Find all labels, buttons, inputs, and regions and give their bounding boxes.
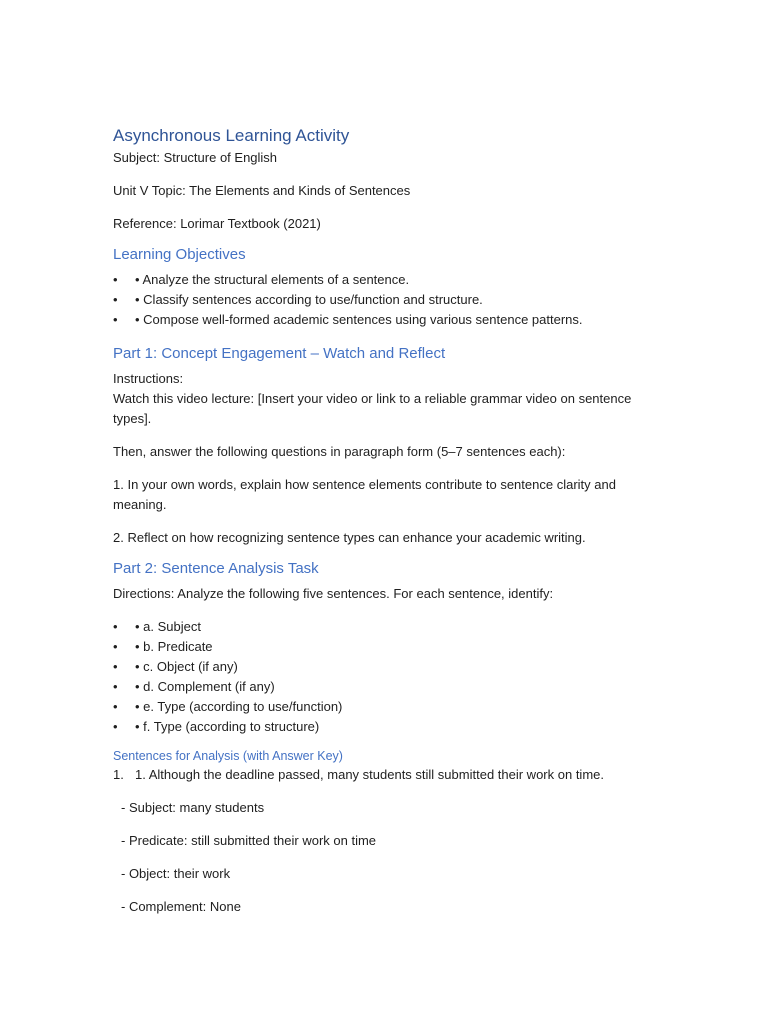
list-item — [113, 290, 638, 310]
list-item — [113, 310, 638, 330]
identify-item-text: • e. Type (according to use/function) — [135, 699, 343, 714]
part2-heading: Part 2: Sentence Analysis Task — [113, 560, 319, 577]
then-instruction: Then, answer the following questions in paragraph form (5–7 sentences each): — [113, 444, 566, 459]
identify-item-text: • f. Type (according to structure) — [135, 719, 320, 734]
directions-text: Directions: Analyze the following five sentences. For each sentence, identify: — [113, 586, 554, 601]
answer-subject: - Subject: many students — [121, 800, 265, 815]
bullet-icon: • — [113, 312, 118, 327]
bullet-icon: • — [113, 292, 118, 307]
subject-line: Subject: Structure of English — [113, 150, 278, 165]
list-item — [113, 637, 638, 657]
question-1: 1. In your own words, explain how sentence elements contribute to sentence clarity and meaning. — [113, 477, 616, 512]
objective-text: • Classify sentences according to use/function and structure. — [135, 292, 483, 307]
objective-text: • Compose well-formed academic sentences using various sentence patterns. — [135, 312, 583, 327]
bullet-icon: • — [113, 619, 118, 634]
list-item — [113, 617, 638, 637]
objectives-list — [113, 270, 638, 330]
part1-heading: Part 1: Concept Engagement – Watch and Reflect — [113, 345, 446, 362]
instructions-label: Instructions: — [113, 371, 184, 386]
answer-predicate: - Predicate: still submitted their work on time — [121, 833, 377, 848]
instructions-text: Watch this video lecture: [Insert your video or link to a reliable grammar video on sentence types]. — [113, 391, 632, 426]
list-number: 1. — [113, 767, 124, 782]
identify-item-text: • b. Predicate — [135, 639, 213, 654]
identify-item-text: • c. Object (if any) — [135, 659, 238, 674]
sentences-list — [113, 765, 638, 785]
list-item — [113, 677, 638, 697]
reference-line: Reference: Lorimar Textbook (2021) — [113, 216, 321, 231]
question-2: 2. Reflect on how recognizing sentence types can enhance your academic writing. — [113, 530, 586, 545]
identify-item-text: • d. Complement (if any) — [135, 679, 275, 694]
answer-complement: - Complement: None — [121, 899, 241, 914]
sentences-analysis-heading: Sentences for Analysis (with Answer Key) — [113, 749, 343, 763]
objective-text: • Analyze the structural elements of a sentence. — [135, 272, 410, 287]
identify-list — [113, 617, 638, 737]
bullet-icon: • — [113, 639, 118, 654]
list-item — [113, 697, 638, 717]
list-item — [113, 765, 638, 785]
list-item — [113, 270, 638, 290]
bullet-icon: • — [113, 679, 118, 694]
bullet-icon: • — [113, 699, 118, 714]
bullet-icon: • — [113, 272, 118, 287]
list-item — [113, 657, 638, 677]
document-title: Asynchronous Learning Activity — [113, 126, 350, 145]
bullet-icon: • — [113, 719, 118, 734]
learning-objectives-heading: Learning Objectives — [113, 246, 246, 263]
sentence-text: 1. Although the deadline passed, many students still submitted their work on time. — [135, 767, 604, 782]
unit-topic-line: Unit V Topic: The Elements and Kinds of Sentences — [113, 183, 411, 198]
bullet-icon: • — [113, 659, 118, 674]
list-item — [113, 717, 638, 737]
answer-object: - Object: their work — [121, 866, 231, 881]
identify-item-text: • a. Subject — [135, 619, 201, 634]
